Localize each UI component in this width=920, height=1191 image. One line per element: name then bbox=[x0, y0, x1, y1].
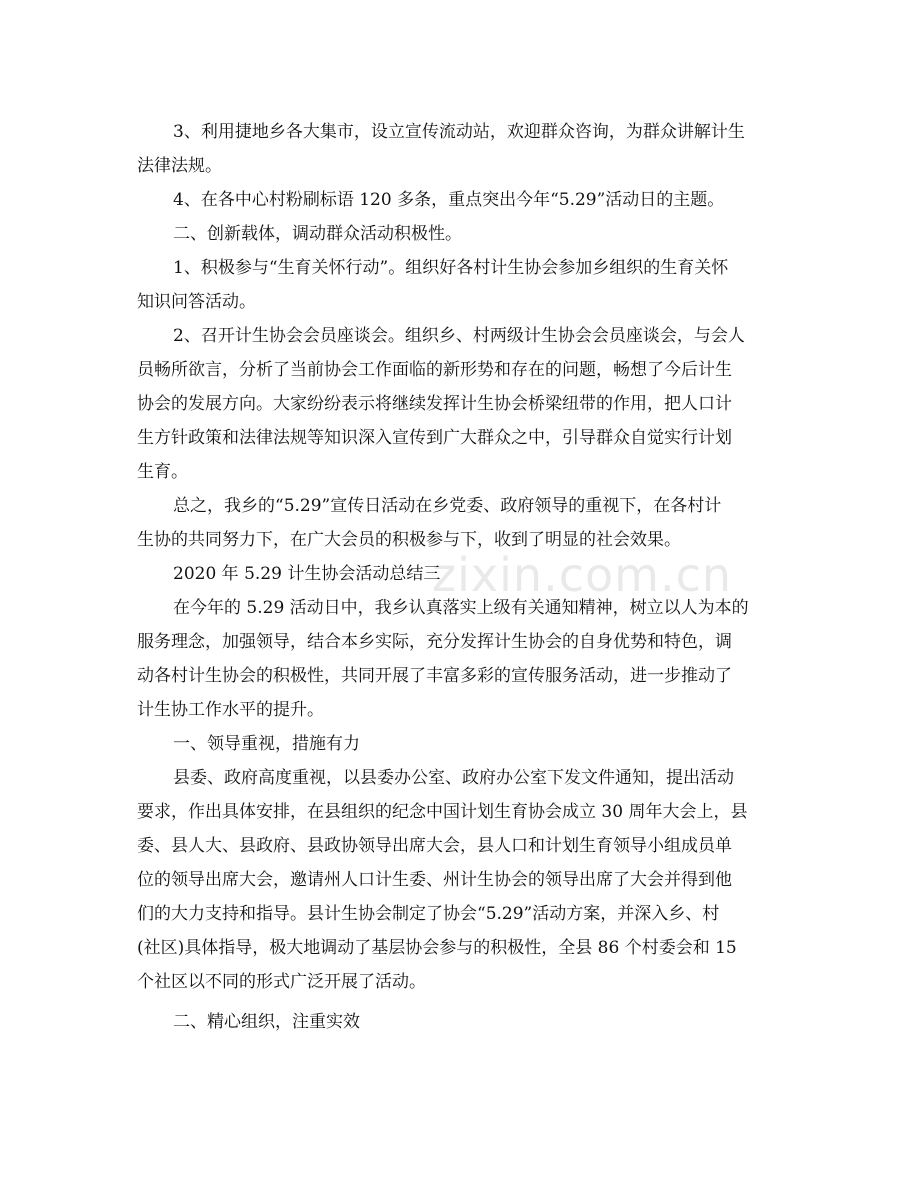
text-line: 动各村计生协会的积极性，共同开展了丰富多彩的宣传服务活动，进一步推动了 bbox=[137, 666, 732, 686]
text-line: 委、县人大、县政府、县政协领导出席大会，县人口和计划生育领导小组成员单 bbox=[137, 836, 732, 856]
text-line: 3、利用捷地乡各大集市，设立宣传流动站，欢迎群众咨询，为群众讲解计生 bbox=[173, 122, 745, 142]
text-line: 计生协工作水平的提升。 bbox=[137, 700, 324, 720]
text-line: 2020 年 5.29 计生协会活动总结三 bbox=[173, 564, 441, 584]
text-line: 总之，我乡的“5.29”宣传日活动在乡党委、政府领导的重视下，在各村计 bbox=[173, 496, 722, 516]
text-line: 生方针政策和法律法规等知识深入宣传到广大群众之中，引导群众自觉实行计划 bbox=[137, 428, 732, 448]
text-line: 县委、政府高度重视，以县委办公室、政府办公室下发文件通知，提出活动 bbox=[173, 768, 734, 788]
section-heading bbox=[173, 217, 777, 251]
paragraph bbox=[137, 591, 777, 727]
text-line: 二、精心组织，注重实效 bbox=[173, 1012, 360, 1032]
text-line: (社区)具体指导，极大地调动了基层协会参与的积极性，全县 86 个村委会和 15 bbox=[137, 938, 737, 958]
text-line: 个社区以不同的形式广泛开展了活动。 bbox=[137, 972, 426, 992]
paragraph bbox=[137, 761, 777, 999]
document-subtitle bbox=[173, 557, 777, 591]
text-line: 要求，作出具体安排，在县组织的纪念中国计划生育协会成立 30 周年大会上，县 bbox=[137, 802, 748, 822]
section-heading bbox=[173, 1005, 777, 1039]
text-line: 4、在各中心村粉刷标语 120 多条，重点突出今年“5.29”活动日的主题。 bbox=[173, 190, 725, 210]
text-line: 协会的发展方向。大家纷纷表示将继续发挥计生协会桥梁纽带的作用，把人口计 bbox=[137, 394, 732, 414]
text-line: 二、创新载体，调动群众活动积极性。 bbox=[173, 224, 462, 244]
text-line: 法律法规。 bbox=[137, 156, 222, 176]
paragraph bbox=[137, 319, 777, 489]
text-line: 1、积极参与“生育关怀行动”。组织好各村计生协会参加乡组织的生育关怀 bbox=[173, 258, 729, 278]
text-line: 知识问答活动。 bbox=[137, 292, 256, 312]
watermark: zixin.com.cn bbox=[432, 548, 733, 602]
text-line: 生协的共同努力下，在广大会员的积极参与下，收到了明显的社会效果。 bbox=[137, 530, 681, 550]
paragraph bbox=[137, 489, 777, 557]
text-line: 服务理念，加强领导，结合本乡实际，充分发挥计生协会的自身优势和特色，调 bbox=[137, 632, 732, 652]
text-line: 员畅所欲言，分析了当前协会工作面临的新形势和存在的问题，畅想了今后计生 bbox=[137, 360, 732, 380]
paragraph bbox=[137, 115, 777, 183]
text-line: 位的领导出席大会，邀请州人口计生委、州计生协会的领导出席了大会并得到他 bbox=[137, 870, 732, 890]
paragraph bbox=[137, 251, 777, 319]
text-line: 一、领导重视，措施有力 bbox=[173, 734, 360, 754]
text-line: 在今年的 5.29 活动日中，我乡认真落实上级有关通知精神，树立以人为本的 bbox=[173, 598, 749, 618]
document-body bbox=[137, 115, 777, 1039]
paragraph bbox=[173, 183, 777, 217]
text-line: 们的大力支持和指导。县计生协会制定了协会“5.29”活动方案，并深入乡、村 bbox=[137, 904, 720, 924]
text-line: 生育。 bbox=[137, 462, 188, 482]
text-line: 2、召开计生协会会员座谈会。组织乡、村两级计生协会会员座谈会，与会人 bbox=[173, 326, 745, 346]
section-heading bbox=[173, 727, 777, 761]
